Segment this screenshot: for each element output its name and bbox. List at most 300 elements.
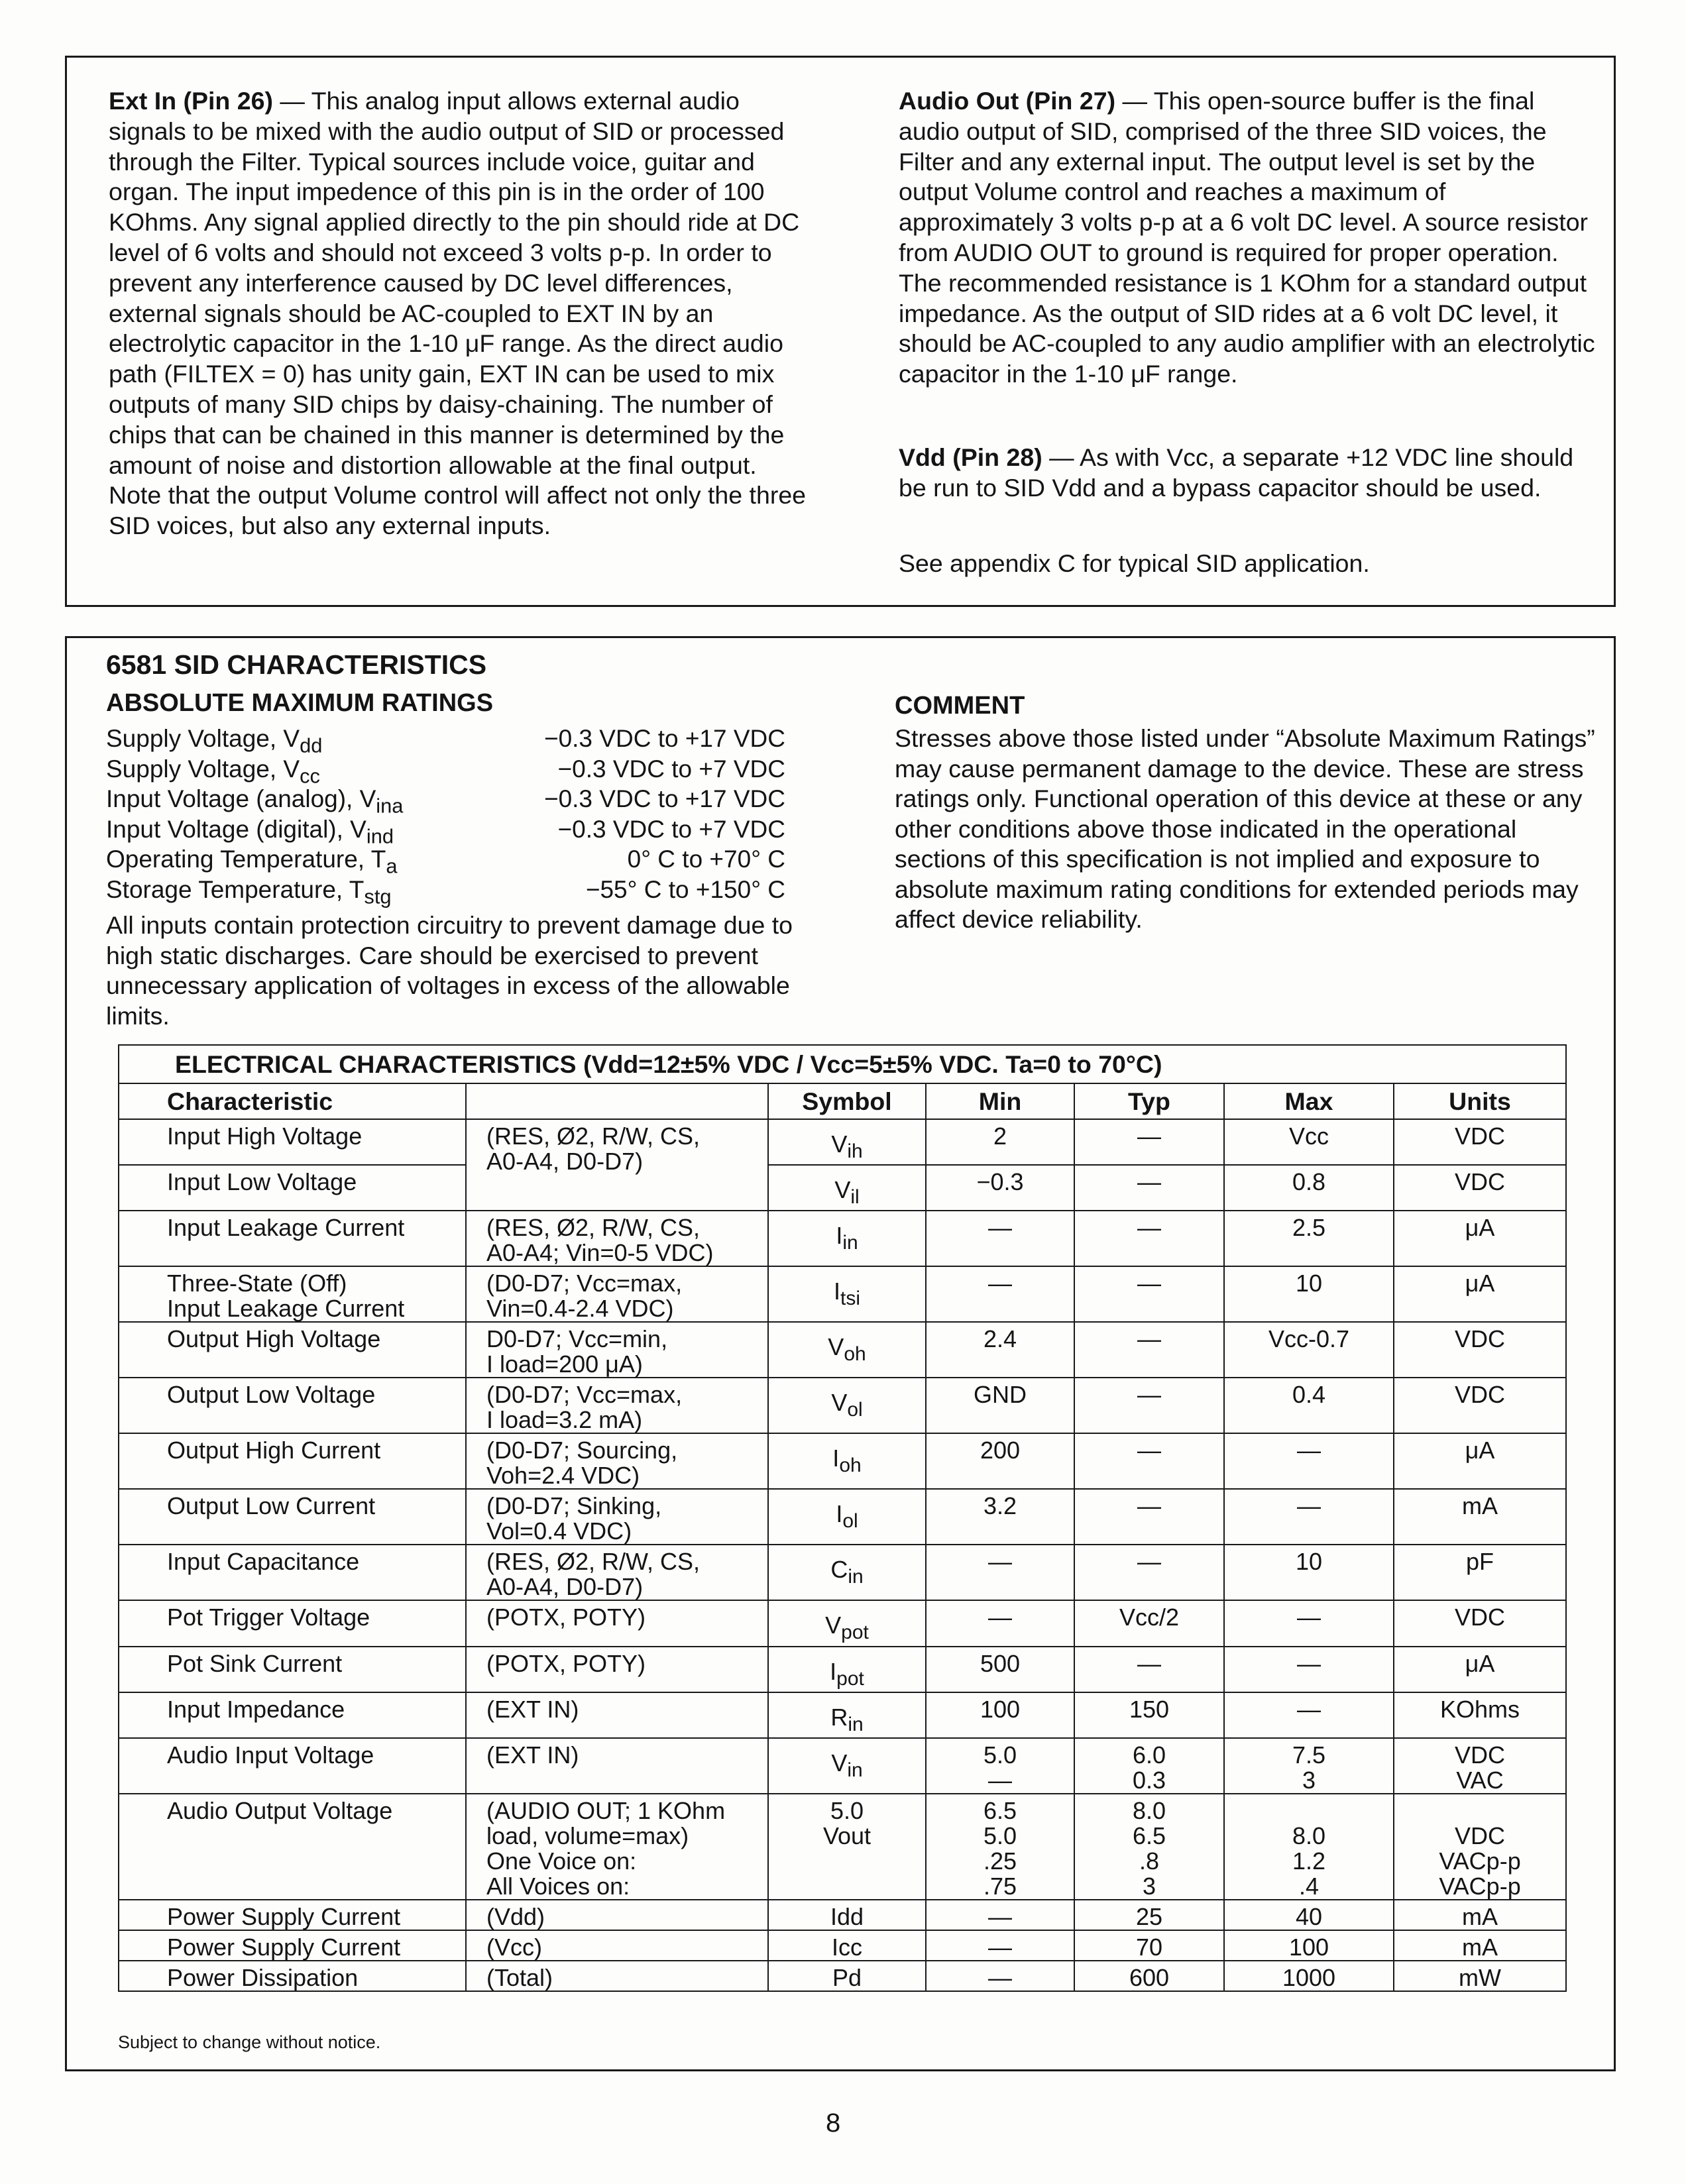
symbol-cell [768,1545,926,1600]
characteristic-line: Output Low Voltage [167,1381,376,1409]
table-row [119,1961,1566,1991]
units-line [1394,1798,1565,1824]
units-cell [1394,1900,1566,1930]
units-line: mA [1462,1933,1498,1961]
symbol-subscript: ol [842,1510,858,1533]
characteristic-cell [119,1600,466,1646]
conditions-cell [466,1794,768,1900]
max-line: — [1297,1649,1321,1677]
units-cell [1394,1266,1566,1322]
characteristic-cell [119,1930,466,1961]
characteristic-cell [119,1961,466,1991]
rating-label-subscript: ina [376,794,404,818]
typ-cell [1074,1119,1224,1165]
units-line: VDC [1455,1381,1506,1409]
max-cell [1224,1900,1394,1930]
rating-value: −0.3 VDC to +7 VDC [557,755,785,783]
table-row [119,1794,1566,1900]
characteristic-cell [119,1433,466,1489]
typ-cell [1074,1433,1224,1489]
min-line: 6.5 [983,1796,1017,1824]
rating-row [106,814,785,845]
max-cell [1224,1119,1394,1165]
min-cell [926,1119,1074,1165]
rating-row [106,875,785,908]
header-min: Min [926,1083,1074,1119]
units-cell [1394,1647,1566,1692]
units-cell [1394,1165,1566,1211]
typ-cell [1074,1930,1224,1961]
typ-line: — [1137,1492,1161,1520]
typ-cell [1074,1211,1224,1266]
max-line: 1000 [1282,1963,1336,1991]
header-units: Units [1394,1083,1566,1119]
audio-out-heading: Audio Out (Pin 27) [899,87,1116,115]
conditions-line: One Voice on: [486,1847,637,1875]
rating-label-subscript: dd [300,734,323,757]
symbol-subscript: oh [844,1343,866,1366]
symbol-subscript: pot [836,1667,864,1690]
symbol-subscript: ih [847,1140,863,1163]
conditions-line: I load=3.2 mA) [486,1406,643,1434]
units-line: VDC [1455,1604,1506,1631]
conditions-cell [466,1692,768,1738]
characteristic-line: Output High Voltage [167,1325,381,1353]
rating-value: −55° C to +150° C [585,875,785,903]
rating-value: −0.3 VDC to +17 VDC [543,725,785,752]
conditions-line: (Vdd) [486,1902,545,1930]
table-row [119,1211,1566,1266]
min-cell [926,1211,1074,1266]
min-line: .25 [983,1847,1017,1875]
max-line: 10 [1295,1548,1323,1576]
min-cell [926,1378,1074,1433]
rating-label [106,844,398,878]
symbol-subscript: ol [847,1399,863,1421]
symbol-text: I [836,1500,843,1528]
conditions-cell [466,1647,768,1692]
ratings-list [106,724,785,908]
min-cell [926,1692,1074,1738]
symbol-subscript: tsi [840,1287,860,1310]
max-line: 1.2 [1292,1847,1326,1875]
typ-line: — [1137,1122,1161,1150]
max-line [1225,1798,1393,1824]
min-cell [926,1794,1074,1900]
conditions-line: Vin=0.4-2.4 VDC) [486,1295,674,1323]
min-cell [926,1433,1074,1489]
conditions-line: A0-A4, D0-D7) [486,1148,644,1175]
min-cell [926,1900,1074,1930]
units-cell [1394,1119,1566,1165]
conditions-line: (D0-D7; Vcc=max, [486,1270,683,1297]
max-line: .4 [1298,1872,1320,1900]
conditions-cell [466,1489,768,1545]
rating-row [106,724,785,757]
characteristic-line: Audio Output Voltage [167,1796,393,1824]
symbol-text: I [836,1222,843,1250]
conditions-cell [466,1900,768,1930]
vdd-description [899,443,1601,504]
max-line: 7.5 [1292,1741,1326,1769]
typ-line: 3 [1142,1872,1156,1900]
typ-cell [1074,1266,1224,1322]
characteristic-line: Power Supply Current [167,1902,401,1930]
typ-cell [1074,1322,1224,1378]
comment-heading: COMMENT [895,692,1025,720]
conditions-cell [466,1961,768,1991]
rating-label [106,814,394,845]
typ-line: 25 [1135,1902,1163,1930]
rating-label-text: Input Voltage (analog), V [106,785,376,812]
max-cell [1224,1600,1394,1646]
conditions-line: (D0-D7; Sourcing, [486,1437,678,1464]
typ-cell [1074,1647,1224,1692]
symbol-line: Vout [822,1822,871,1849]
symbol-cell [768,1322,926,1378]
symbol-subscript: in [848,1566,864,1588]
min-cell [926,1165,1074,1211]
units-line: VDC [1455,1122,1506,1150]
min-line: — [988,1902,1012,1930]
max-line: — [1297,1604,1321,1631]
min-cell [926,1738,1074,1794]
symbol-cell [768,1692,926,1738]
symbol-subscript: pot [841,1621,869,1644]
footnote: Subject to change without notice. [118,2032,381,2052]
typ-line: — [1137,1649,1161,1677]
characteristic-line: Input Leakage Current [167,1214,405,1242]
rating-label-subscript: cc [300,763,320,787]
symbol-text: C [830,1556,848,1584]
rating-label [106,754,320,785]
symbol-cell [768,1647,926,1692]
typ-cell [1074,1961,1224,1991]
max-line: 40 [1295,1902,1323,1930]
conditions-cell [466,1930,768,1961]
max-line: Vcc [1288,1122,1329,1150]
header-symbol: Symbol [768,1083,926,1119]
characteristic-line: Output Low Current [167,1492,376,1520]
units-line: VAC [1456,1766,1504,1794]
characteristic-cell [119,1489,466,1545]
min-cell [926,1930,1074,1961]
max-line: 0.8 [1292,1168,1326,1196]
units-line: VDC [1455,1325,1506,1353]
max-line: — [1297,1437,1321,1464]
symbol-line: 5.0 [830,1796,864,1824]
typ-line: Vcc/2 [1119,1604,1180,1631]
symbol-line: Idd [830,1902,864,1930]
characteristic-cell [119,1738,466,1794]
symbol-cell [768,1794,926,1900]
typ-cell [1074,1545,1224,1600]
symbol-line: Icc [831,1933,862,1961]
max-line: — [1297,1492,1321,1520]
page-number: 8 [826,2108,841,2138]
rating-value: 0° C to +70° C [627,846,785,873]
units-cell [1394,1600,1566,1646]
units-line: VACp-p [1439,1847,1521,1875]
units-line: mA [1462,1492,1498,1520]
symbol-cell [768,1489,926,1545]
units-line: KOhms [1440,1695,1520,1723]
units-line: μA [1465,1214,1495,1242]
audio-out-text: — This open-source buffer is the final audio output of SID, comprised of the three SID voices, the Filter and any external input. The output level is set by the output Volume control and reaches a maximum of approximately 3 volts p-p at a 6 volt DC level. A source resistor from AUDIO OUT to ground is required for proper operation. The recommended resistance is 1 KOhm for a standard output impedance. As the output of SID rides at a 6 volt DC level, it should be AC-coupled to any audio amplifier with an electrolytic capacitor in the 1-10 μF range. [899,87,1595,388]
characteristic-cell [119,1322,466,1378]
table-row [119,1489,1566,1545]
max-cell [1224,1647,1394,1692]
units-cell [1394,1692,1566,1738]
table-row [119,1165,1566,1211]
rating-label-text: Operating Temperature, T [106,846,386,873]
max-cell [1224,1545,1394,1600]
units-line: μA [1465,1437,1495,1464]
rating-label-text: Supply Voltage, V [106,755,300,783]
table-row [119,1266,1566,1322]
table-row [119,1433,1566,1489]
symbol-subscript: il [850,1186,860,1209]
max-cell [1224,1165,1394,1211]
conditions-line: (RES, Ø2, R/W, CS, [486,1214,701,1242]
conditions-cell [466,1211,768,1266]
rating-label-subscript: ind [366,824,394,847]
conditions-line: (Total) [486,1963,553,1991]
characteristic-cell [119,1794,466,1900]
characteristic-line: Input Low Voltage [167,1168,357,1196]
characteristic-cell [119,1266,466,1322]
conditions-line: (AUDIO OUT; 1 KOhm [486,1796,726,1824]
section-title: 6581 SID CHARACTERISTICS [106,649,487,680]
typ-line: 0.3 [1132,1766,1166,1794]
conditions-line: (RES, Ø2, R/W, CS, [486,1122,701,1150]
units-cell [1394,1433,1566,1489]
units-cell [1394,1211,1566,1266]
characteristic-line: Pot Trigger Voltage [167,1604,370,1631]
units-cell [1394,1378,1566,1433]
max-line: 0.4 [1292,1381,1326,1409]
ext-in-description [109,86,811,541]
max-cell [1224,1738,1394,1794]
min-cell [926,1489,1074,1545]
max-line: 100 [1288,1933,1329,1961]
typ-line: 70 [1135,1933,1163,1961]
characteristic-cell [119,1692,466,1738]
typ-cell [1074,1165,1224,1211]
conditions-cell [466,1322,768,1378]
conditions-cell [466,1738,768,1794]
units-cell [1394,1930,1566,1961]
rating-label [106,724,323,757]
min-cell [926,1600,1074,1646]
symbol-cell [768,1900,926,1930]
units-cell [1394,1794,1566,1900]
characteristic-line: Power Dissipation [167,1963,359,1991]
conditions-line: All Voices on: [486,1872,630,1900]
rating-label-text: Storage Temperature, T [106,875,365,903]
conditions-line: A0-A4, D0-D7) [486,1573,644,1601]
min-cell [926,1322,1074,1378]
conditions-line: Vol=0.4 VDC) [486,1517,632,1545]
symbol-cell [768,1165,926,1211]
min-line: .75 [983,1872,1017,1900]
min-line: — [988,1933,1012,1961]
symbol-text: V [834,1176,851,1204]
max-cell [1224,1433,1394,1489]
max-line: Vcc-0.7 [1268,1325,1350,1353]
rating-label-text: Supply Voltage, V [106,725,300,752]
header-characteristic: Characteristic [119,1083,466,1119]
max-cell [1224,1692,1394,1738]
table-title: ELECTRICAL CHARACTERISTICS (Vdd=12±5% VDC / Vcc=5±5% VDC. Ta=0 to 70°C) [119,1045,1566,1083]
characteristic-line: Pot Sink Current [167,1649,343,1677]
typ-line: .8 [1139,1847,1160,1875]
max-cell [1224,1961,1394,1991]
units-line: VDC [1455,1741,1506,1769]
table-row [119,1545,1566,1600]
units-line: pF [1466,1548,1494,1576]
min-line: 2 [993,1122,1007,1150]
typ-line: — [1137,1214,1161,1242]
rating-label [106,875,392,908]
conditions-cell [466,1378,768,1433]
max-cell [1224,1930,1394,1961]
conditions-line: (EXT IN) [486,1695,579,1723]
max-cell [1224,1489,1394,1545]
min-line: 5.0 [983,1741,1017,1769]
rating-row [106,844,785,878]
units-line: VDC [1455,1168,1506,1196]
symbol-text: V [831,1389,848,1417]
typ-line: — [1137,1437,1161,1464]
rating-label-subscript: stg [364,884,392,908]
typ-line: — [1137,1548,1161,1576]
typ-cell [1074,1600,1224,1646]
max-cell [1224,1322,1394,1378]
ext-in-heading: Ext In (Pin 26) [109,87,273,115]
characteristic-cell [119,1211,466,1266]
min-line: — [988,1548,1012,1576]
typ-cell [1074,1489,1224,1545]
typ-cell [1074,1378,1224,1433]
symbol-subscript: oh [839,1454,862,1477]
units-cell [1394,1322,1566,1378]
min-line: — [988,1604,1012,1631]
conditions-line: (POTX, POTY) [486,1649,646,1677]
typ-line: 150 [1129,1695,1170,1723]
units-line: μA [1465,1649,1495,1677]
conditions-line: (D0-D7; Sinking, [486,1492,662,1520]
symbol-text: I [832,1445,840,1472]
table-row [119,1900,1566,1930]
characteristic-cell [119,1378,466,1433]
vdd-heading: Vdd (Pin 28) [899,443,1042,471]
table-row [119,1647,1566,1692]
conditions-line: (RES, Ø2, R/W, CS, [486,1548,701,1576]
symbol-cell [768,1930,926,1961]
min-line: 3.2 [983,1492,1017,1520]
vdd-text: — As with Vcc, a separate +12 VDC line should be run to SID Vdd and a bypass capacitor should be used. [899,443,1574,502]
rating-label-subscript: a [386,854,398,878]
units-cell [1394,1489,1566,1545]
min-line: 200 [980,1437,1021,1464]
max-line: 8.0 [1292,1822,1326,1849]
units-line: VDC [1455,1822,1506,1849]
conditions-line: Voh=2.4 VDC) [486,1462,640,1490]
conditions-cell [466,1545,768,1600]
characteristic-line: Audio Input Voltage [167,1741,374,1769]
typ-cell [1074,1738,1224,1794]
units-line: VACp-p [1439,1872,1521,1900]
typ-line: — [1137,1325,1161,1353]
characteristic-cell [119,1545,466,1600]
conditions-line: D0-D7; Vcc=min, [486,1325,668,1353]
units-cell [1394,1738,1566,1794]
conditions-line: I load=200 μA) [486,1350,643,1378]
symbol-text: V [828,1333,844,1361]
table-row [119,1600,1566,1646]
symbol-cell [768,1266,926,1322]
characteristic-line: Three-State (Off) [167,1270,347,1297]
max-cell [1224,1211,1394,1266]
min-line: 100 [980,1695,1021,1723]
min-line: — [988,1214,1012,1242]
conditions-line: (Vcc) [486,1933,542,1961]
table-row [119,1692,1566,1738]
max-line: 3 [1302,1766,1316,1794]
typ-line: — [1137,1168,1161,1196]
typ-line: 8.0 [1132,1796,1166,1824]
header-conditions [466,1083,768,1119]
typ-line: 600 [1129,1963,1170,1991]
typ-line: — [1137,1270,1161,1297]
max-line: 10 [1295,1270,1323,1297]
characteristic-line: Output High Current [167,1437,381,1464]
max-cell [1224,1266,1394,1322]
rating-label [106,784,404,818]
table-row [119,1322,1566,1378]
min-line: 5.0 [983,1822,1017,1849]
min-cell [926,1545,1074,1600]
ext-in-text: — This analog input allows external audio signals to be mixed with the audio output of SID or processed through the Filter. Typical sources include voice, guitar and organ. The input impedence of this pin is in the order of 100 KOhms. Any signal applied directly to the pin should ride at DC level of 6 volts and should not exceed 3 volts p-p. In order to prevent any interference caused by DC level differences, external signals should be AC-coupled to EXT IN by an electrolytic capacitor in the 1-10 μF range. As the direct audio path (FILTEX = 0) has unity gain, EXT IN can be used to mix outputs of many SID chips by daisy-chaining. The number of chips that can be chained in this manner is determined by the amount of noise and distortion allowable at the final output. Note that the output Volume control will affect not only the three SID voices, but also any external inputs. [109,87,807,540]
characteristic-line: Input Capacitance [167,1548,360,1576]
min-line: — [988,1963,1012,1991]
characteristic-line: Power Supply Current [167,1933,401,1961]
min-line: 2.4 [983,1325,1017,1353]
audio-out-description [899,86,1601,390]
symbol-cell [768,1961,926,1991]
min-line: — [988,1766,1012,1794]
max-line: — [1297,1695,1321,1723]
characteristic-line: Input Impedance [167,1695,345,1723]
characteristic-cell [119,1900,466,1930]
typ-cell [1074,1900,1224,1930]
comment-text: Stresses above those listed under “Absolute Maximum Ratings” may cause permanent damage to the device. These are stress ratings only. Functional operation of this device at these or any other conditions above those indicated in the operational sections of this specification is not implied and exposure to absolute maximum rating conditions for extended periods may affect device reliability. [895,724,1595,933]
characteristic-cell [119,1647,466,1692]
absolute-max-ratings-heading: ABSOLUTE MAXIMUM RATINGS [106,689,494,717]
symbol-cell [768,1211,926,1266]
typ-line: — [1137,1381,1161,1409]
symbol-text: I [830,1657,837,1685]
conditions-line: (POTX, POTY) [486,1604,646,1631]
min-line: −0.3 [976,1168,1024,1196]
min-line: — [988,1270,1012,1297]
characteristic-line: Input High Voltage [167,1122,363,1150]
characteristic-cell [119,1119,466,1165]
conditions-line: (D0-D7; Vcc=max, [486,1381,683,1409]
table-row [119,1378,1566,1433]
min-line: 500 [980,1649,1021,1677]
